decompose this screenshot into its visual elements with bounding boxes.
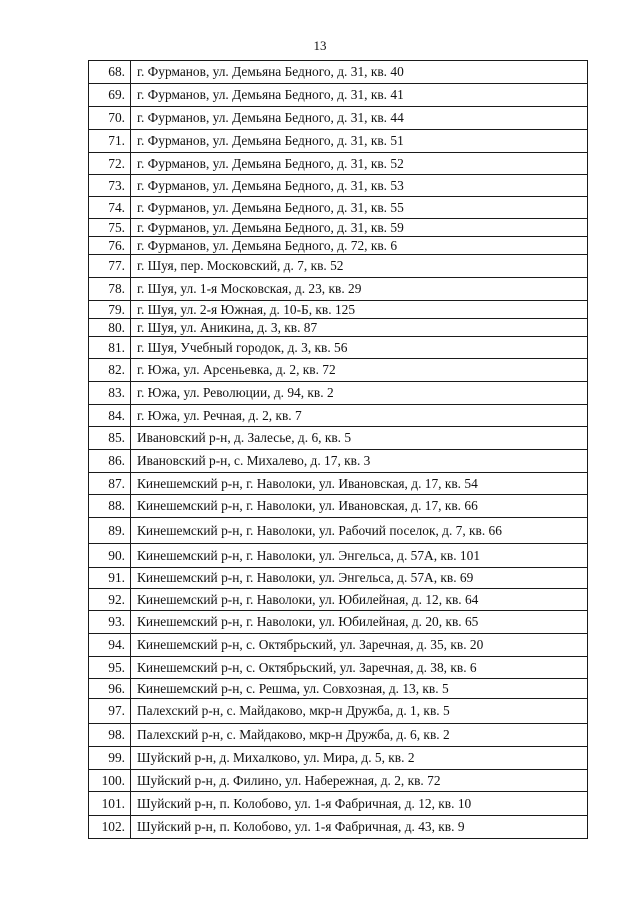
row-address: г. Фурманов, ул. Демьяна Бедного, д. 31, кв. 53 [131, 175, 588, 197]
table-row [89, 473, 588, 495]
row-address: г. Фурманов, ул. Демьяна Бедного, д. 31, кв. 55 [131, 197, 588, 219]
table-row [89, 792, 588, 816]
row-address: Кинешемский р-н, г. Наволоки, ул. Ивановская, д. 17, кв. 66 [131, 495, 588, 518]
row-number: 70. [89, 107, 131, 130]
table-row [89, 679, 588, 699]
table-row [89, 427, 588, 450]
row-number: 77. [89, 255, 131, 278]
row-number: 100. [89, 770, 131, 792]
row-address: Палехский р-н, с. Майдаково, мкр-н Дружба, д. 1, кв. 5 [131, 699, 588, 724]
row-address: Шуйский р-н, д. Михалково, ул. Мира, д. 5, кв. 2 [131, 747, 588, 770]
row-address: Кинешемский р-н, г. Наволоки, ул. Юбилейная, д. 20, кв. 65 [131, 611, 588, 634]
table-row [89, 544, 588, 568]
address-table-body [89, 61, 588, 839]
row-number: 84. [89, 405, 131, 427]
table-row [89, 337, 588, 359]
table-row [89, 197, 588, 219]
table-row [89, 518, 588, 544]
row-address: Кинешемский р-н, г. Наволоки, ул. Энгельса, д. 57А, кв. 101 [131, 544, 588, 568]
row-number: 75. [89, 219, 131, 237]
row-address: г. Шуя, ул. 2-я Южная, д. 10-Б, кв. 125 [131, 301, 588, 319]
row-address: г. Фурманов, ул. Демьяна Бедного, д. 31, кв. 41 [131, 84, 588, 107]
row-number: 97. [89, 699, 131, 724]
row-number: 74. [89, 197, 131, 219]
row-address: Палехский р-н, с. Майдаково, мкр-н Дружба, д. 6, кв. 2 [131, 724, 588, 747]
table-row [89, 130, 588, 153]
row-number: 76. [89, 237, 131, 255]
table-row [89, 359, 588, 382]
row-number: 80. [89, 319, 131, 337]
row-number: 99. [89, 747, 131, 770]
row-number: 73. [89, 175, 131, 197]
table-row [89, 611, 588, 634]
row-number: 82. [89, 359, 131, 382]
row-number: 89. [89, 518, 131, 544]
table-row [89, 255, 588, 278]
row-address: Кинешемский р-н, г. Наволоки, ул. Ивановская, д. 17, кв. 54 [131, 473, 588, 495]
row-address: г. Фурманов, ул. Демьяна Бедного, д. 31, кв. 40 [131, 61, 588, 84]
row-number: 101. [89, 792, 131, 816]
row-address: Ивановский р-н, с. Михалево, д. 17, кв. 3 [131, 450, 588, 473]
address-table [88, 60, 588, 839]
row-number: 81. [89, 337, 131, 359]
row-number: 68. [89, 61, 131, 84]
row-address: г. Южа, ул. Революции, д. 94, кв. 2 [131, 382, 588, 405]
table-row [89, 816, 588, 839]
row-address: г. Фурманов, ул. Демьяна Бедного, д. 31, кв. 44 [131, 107, 588, 130]
row-number: 95. [89, 657, 131, 679]
row-number: 94. [89, 634, 131, 657]
row-address: Шуйский р-н, д. Филино, ул. Набережная, д. 2, кв. 72 [131, 770, 588, 792]
table-row [89, 657, 588, 679]
table-row [89, 107, 588, 130]
row-address: г. Фурманов, ул. Демьяна Бедного, д. 72, кв. 6 [131, 237, 588, 255]
row-number: 93. [89, 611, 131, 634]
row-number: 71. [89, 130, 131, 153]
table-row [89, 495, 588, 518]
row-address: Шуйский р-н, п. Колобово, ул. 1-я Фабричная, д. 12, кв. 10 [131, 792, 588, 816]
row-number: 102. [89, 816, 131, 839]
table-row [89, 699, 588, 724]
row-number: 69. [89, 84, 131, 107]
table-row [89, 382, 588, 405]
table-row [89, 278, 588, 301]
row-address: Кинешемский р-н, г. Наволоки, ул. Рабочий поселок, д. 7, кв. 66 [131, 518, 588, 544]
row-number: 98. [89, 724, 131, 747]
row-number: 91. [89, 568, 131, 589]
row-address: г. Южа, ул. Речная, д. 2, кв. 7 [131, 405, 588, 427]
table-row [89, 61, 588, 84]
table-row [89, 84, 588, 107]
table-row [89, 747, 588, 770]
table-row [89, 724, 588, 747]
table-row [89, 634, 588, 657]
page-number: 13 [313, 38, 327, 53]
row-address: г. Фурманов, ул. Демьяна Бедного, д. 31, кв. 51 [131, 130, 588, 153]
table-row [89, 568, 588, 589]
row-number: 92. [89, 589, 131, 611]
row-number: 88. [89, 495, 131, 518]
table-row [89, 770, 588, 792]
row-address: г. Шуя, ул. 1-я Московская, д. 23, кв. 29 [131, 278, 588, 301]
table-row [89, 405, 588, 427]
row-number: 85. [89, 427, 131, 450]
row-address: г. Южа, ул. Арсеньевка, д. 2, кв. 72 [131, 359, 588, 382]
row-number: 79. [89, 301, 131, 319]
row-address: Кинешемский р-н, с. Октябрьский, ул. Заречная, д. 35, кв. 20 [131, 634, 588, 657]
table-row [89, 153, 588, 175]
row-number: 87. [89, 473, 131, 495]
table-row [89, 301, 588, 319]
row-address: Кинешемский р-н, г. Наволоки, ул. Энгельса, д. 57А, кв. 69 [131, 568, 588, 589]
row-address: г. Фурманов, ул. Демьяна Бедного, д. 31, кв. 52 [131, 153, 588, 175]
row-address: г. Шуя, пер. Московский, д. 7, кв. 52 [131, 255, 588, 278]
row-number: 83. [89, 382, 131, 405]
row-number: 72. [89, 153, 131, 175]
table-row [89, 175, 588, 197]
row-address: Ивановский р-н, д. Залесье, д. 6, кв. 5 [131, 427, 588, 450]
row-address: Кинешемский р-н, г. Наволоки, ул. Юбилейная, д. 12, кв. 64 [131, 589, 588, 611]
table-row [89, 319, 588, 337]
table-row [89, 219, 588, 237]
row-address: г. Шуя, Учебный городок, д. 3, кв. 56 [131, 337, 588, 359]
table-row [89, 237, 588, 255]
row-number: 86. [89, 450, 131, 473]
row-number: 96. [89, 679, 131, 699]
row-address: г. Шуя, ул. Аникина, д. 3, кв. 87 [131, 319, 588, 337]
row-number: 78. [89, 278, 131, 301]
table-row [89, 450, 588, 473]
row-number: 90. [89, 544, 131, 568]
row-address: г. Фурманов, ул. Демьяна Бедного, д. 31, кв. 59 [131, 219, 588, 237]
table-row [89, 589, 588, 611]
row-address: Кинешемский р-н, с. Решма, ул. Совхозная, д. 13, кв. 5 [131, 679, 588, 699]
row-address: Шуйский р-н, п. Колобово, ул. 1-я Фабричная, д. 43, кв. 9 [131, 816, 588, 839]
row-address: Кинешемский р-н, с. Октябрьский, ул. Заречная, д. 38, кв. 6 [131, 657, 588, 679]
